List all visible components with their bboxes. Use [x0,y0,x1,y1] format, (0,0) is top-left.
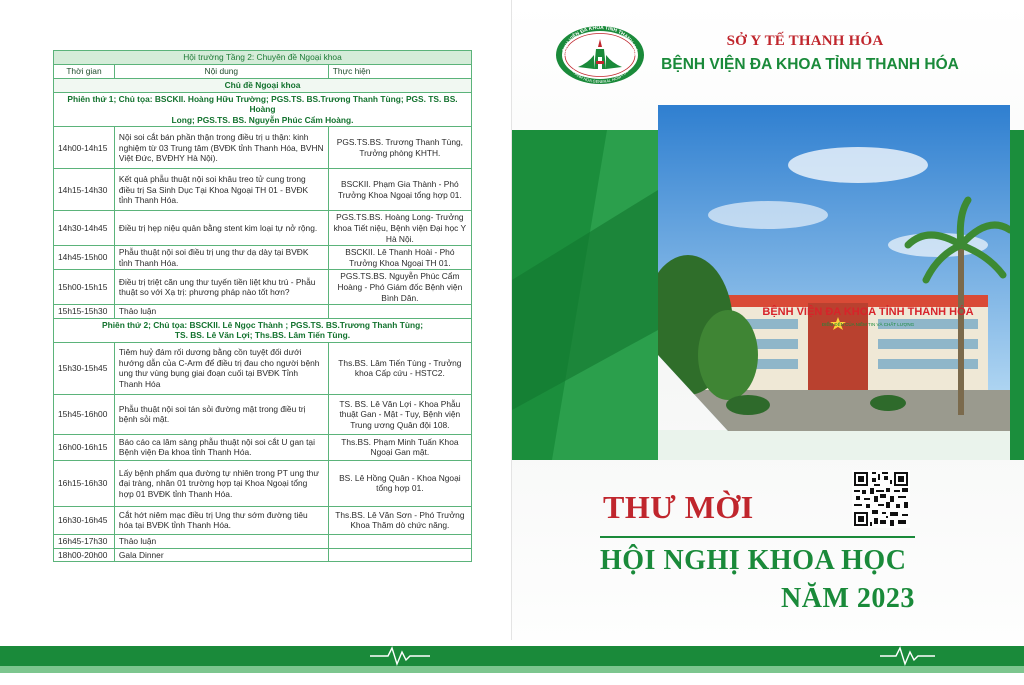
row-content: Điều trị hẹp niệu quản bằng stent kim loại tự nở rộng. [114,211,328,246]
invitation-title: THƯ MỜI [603,489,754,525]
header-presenter: Thực hiện [328,65,471,79]
footer-band [0,640,1024,685]
row-time: 16h00-16h15 [54,434,115,460]
row-time: 15h30-15h45 [54,342,115,394]
row-presenter: BS. Lê Hồng Quân - Khoa Ngoại tổng hợp 01. [328,460,471,506]
row-content: Cắt hớt niêm mạc điều trị Ung thư sớm đường tiêu hóa tại BVĐK tỉnh Thanh Hóa. [114,506,328,534]
row-content: Tiêm huỷ đám rối dương bằng cồn tuyệt đối dưới hướng dẫn của C-Arm để điều trị đau cho người bệnh ung thư vùng bụng giai đoạn cuối tại BVĐK Tỉnh Thanh Hóa [114,342,328,394]
conference-title: HỘI NGHỊ KHOA HỌC [600,545,907,576]
hospital-building-photo [658,105,1010,431]
org-hospital-name: BỆNH VIỆN ĐA KHOA TỈNH THANH HÓA [661,56,959,73]
row-time: 14h00-14h15 [54,127,115,169]
table-row [54,211,472,246]
table-row [54,246,472,270]
row-presenter: TS. BS. Lê Văn Lợi - Khoa Phẫu thuật Gan - Mật - Tụy, Bệnh viện Trung ương Quân đội 108. [328,394,471,434]
session-2-line1: Phiên thứ 2; Chủ tọa: BSCKII. Lê Ngọc Thành ; PGS.TS. BS.Trương Thanh Tùng; [102,319,423,330]
row-time: 15h00-15h15 [54,270,115,305]
logo-ring-text: BỆNH VIỆN ĐA KHOA TỈNH THANH HÓA [561,25,639,57]
session-row [54,318,472,342]
row-presenter [328,548,471,562]
topic-row [54,79,472,93]
table-row [54,305,472,319]
row-content: Phẫu thuật nội soi điều trị ung thư dạ dày tại BVĐK tỉnh Thanh Hóa. [114,246,328,270]
row-presenter: PGS.TS.BS. Nguyễn Phúc Cẩm Hoàng - Phó Giám đốc Bệnh viện Bình Dân. [328,270,471,305]
row-content: Nội soi cắt bán phần thận trong điều trị u thận: kinh nghiệm từ 03 Trung tâm (BVĐK tỉnh Thanh Hóa, BVHN Việt Đức, BVĐHY Hà Nội). [114,127,328,169]
row-presenter [328,305,471,319]
row-content: Lấy bệnh phẩm qua đường tự nhiên trong PT ung thư đại tràng, nhân 01 trường hợp tại Khoa Ngoại tổng hợp 01 BVĐK tỉnh Thanh Hóa. [114,460,328,506]
row-time: 18h00-20h00 [54,548,115,562]
header-content: Nội dung [114,65,328,79]
topic-title: Chủ đề Ngoại khoa [54,79,472,93]
table-row [54,127,472,169]
session-1-line2: Long; PGS.TS. BS. Nguyễn Phúc Cẩm Hoàng. [171,114,354,125]
table-row [54,169,472,211]
table-row [54,394,472,434]
conference-year: NĂM 2023 [781,583,915,614]
row-time: 14h15-14h30 [54,169,115,211]
session-2-line2: TS. BS. Lê Văn Lợi; Ths.BS. Lâm Tiến Tùng. [174,330,351,341]
session-row [54,92,472,127]
org-department: SỞ Y TẾ THANH HÓA [726,33,884,49]
table-row [54,342,472,394]
row-content: Thảo luận [114,534,328,548]
building-subsign-text: ĐIỂM ĐẾN CỦA NIỀM TIN VÀ CHẤT LƯỢNG [821,322,915,327]
logo-ring-text-bottom: THANH HOA GENERAL HOSPITAL [570,68,630,85]
header-time: Thời gian [54,65,115,79]
session-1-chairs [54,92,472,127]
row-content: Kết quả phẫu thuật nội soi khâu treo tử cung trong điều trị Sa Sinh Dục Tại Khoa Ngoại TH 01 - BVĐK tỉnh Thanh Hóa. [114,169,328,211]
session-2-chairs [54,318,472,342]
session-1-line1: Phiên thứ 1; Chủ tọa: BSCKII. Hoàng Hữu Trường; PGS.TS. BS.Trương Thanh Tùng; PGS. TS. BS. Hoàng [67,93,458,115]
table-header-row [54,65,472,79]
table-row [54,270,472,305]
table-row [54,548,472,562]
row-time: 14h30-14h45 [54,211,115,246]
table-banner-row [54,51,472,65]
row-time: 15h15-15h30 [54,305,115,319]
row-presenter: Ths.BS. Lê Văn Sơn - Phó Trưởng Khoa Thăm dò chức năng. [328,506,471,534]
row-content: Báo cáo ca lâm sàng phẫu thuật nội soi cắt U gan tại Bệnh viện Đa khoa tỉnh Thanh Hóa. [114,434,328,460]
row-content: Thảo luận [114,305,328,319]
row-presenter: PGS.TS.BS. Trương Thanh Tùng, Trưởng phòng KHTH. [328,127,471,169]
table-row [54,534,472,548]
row-time: 16h30-16h45 [54,506,115,534]
row-presenter: BSCKII. Lê Thanh Hoài - Phó Trưởng Khoa Ngoại TH 01. [328,246,471,270]
row-content: Gala Dinner [114,548,328,562]
row-time: 16h15-16h30 [54,460,115,506]
schedule-table [53,50,472,562]
row-presenter: PGS.TS.BS. Hoàng Long- Trưởng khoa Tiết niệu, Bệnh viện Đại học Y Hà Nội. [328,211,471,246]
row-presenter [328,534,471,548]
row-time: 14h45-15h00 [54,246,115,270]
row-content: Phẫu thuật nội soi tán sỏi đường mật trong điều trị bệnh sỏi mật. [114,394,328,434]
qr-code-icon [852,470,910,528]
row-content: Điều trị triệt căn ung thư tuyến tiền liệt khu trú - Phẫu thuật so với Xạ trị: phương pháp nào tốt hơn? [114,270,328,305]
row-presenter: Ths.BS. Phạm Minh Tuấn Khoa Ngoại Gan mật. [328,434,471,460]
row-time: 16h45-17h30 [54,534,115,548]
table-row [54,460,472,506]
hall-banner: Hội trường Tầng 2: Chuyên đề Ngoại khoa [54,51,472,65]
row-time: 15h45-16h00 [54,394,115,434]
table-row [54,506,472,534]
building-sign-text: BỆNH VIỆN ĐA KHOA TỈNH THANH HÓA [762,306,974,318]
title-divider [600,536,915,538]
hospital-logo-icon [554,25,646,85]
row-presenter: Ths.BS. Lâm Tiến Tùng - Trưởng khoa Cấp cứu - HSTC2. [328,342,471,394]
table-row [54,434,472,460]
row-presenter: BSCKII. Phạm Gia Thành - Phó Trưởng Khoa Ngoại tổng hợp 01. [328,169,471,211]
